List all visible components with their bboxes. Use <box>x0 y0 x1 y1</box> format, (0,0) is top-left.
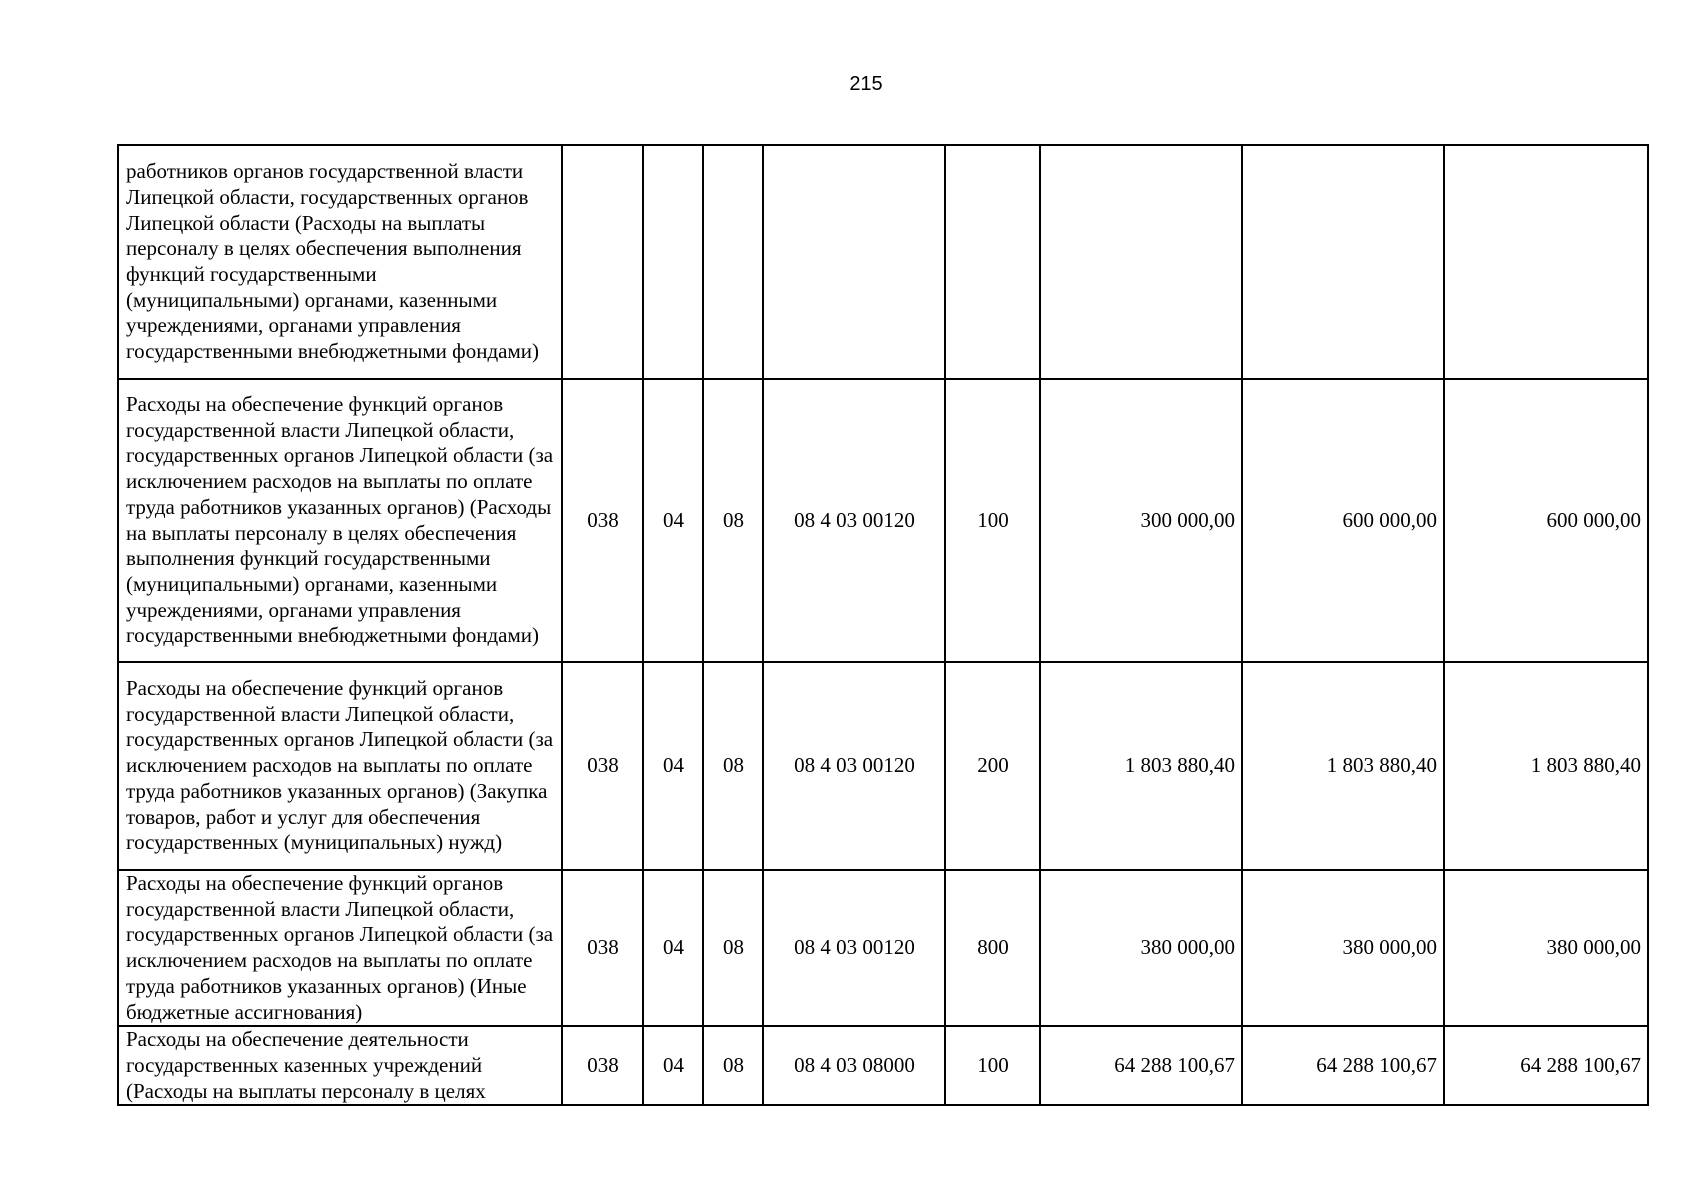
subsection-code: 08 <box>703 870 763 1026</box>
table-row <box>118 379 1648 662</box>
amount-1: 1 803 880,40 <box>1040 662 1242 870</box>
subsection-code: 08 <box>703 662 763 870</box>
target-article-code <box>763 145 945 379</box>
expense-type-code: 100 <box>945 379 1040 662</box>
target-article-code: 08 4 03 00120 <box>763 870 945 1026</box>
section-code: 04 <box>643 662 703 870</box>
subsection-code: 08 <box>703 379 763 662</box>
amount-2: 64 288 100,67 <box>1242 1026 1444 1105</box>
subsection-code <box>703 145 763 379</box>
table-row <box>118 870 1648 1026</box>
amount-2: 380 000,00 <box>1242 870 1444 1026</box>
subsection-code: 08 <box>703 1026 763 1105</box>
target-article-code: 08 4 03 00120 <box>763 379 945 662</box>
target-article-code: 08 4 03 00120 <box>763 662 945 870</box>
section-code: 04 <box>643 379 703 662</box>
row-description: Расходы на обеспечение функций органов государственной власти Липецкой области, государственных органов Липецкой области (за исключением расходов на выплаты по оплате труда работников указанных органов) (Закупка товаров, работ и услуг для обеспечения государственных (муниципальных) нужд) <box>118 662 562 870</box>
expense-type-code <box>945 145 1040 379</box>
ministry-code: 038 <box>562 379 643 662</box>
row-description: Расходы на обеспечение функций органов государственной власти Липецкой области, государственных органов Липецкой области (за исключением расходов на выплаты по оплате труда работников указанных органов) (Расходы на выплаты персоналу в целях обеспечения выполнения функций государственными (муниципальными) органами, казенными учреждениями, органами управления государственными внебюджетными фондами) <box>118 379 562 662</box>
ministry-code: 038 <box>562 662 643 870</box>
amount-2 <box>1242 145 1444 379</box>
amount-3 <box>1444 145 1648 379</box>
row-description: Расходы на обеспечение деятельности государственных казенных учреждений (Расходы на выплаты персоналу в целях <box>118 1026 562 1105</box>
amount-1: 300 000,00 <box>1040 379 1242 662</box>
amount-3: 380 000,00 <box>1444 870 1648 1026</box>
amount-3: 600 000,00 <box>1444 379 1648 662</box>
expense-type-code: 100 <box>945 1026 1040 1105</box>
amount-3: 64 288 100,67 <box>1444 1026 1648 1105</box>
section-code: 04 <box>643 1026 703 1105</box>
section-code <box>643 145 703 379</box>
amount-2: 600 000,00 <box>1242 379 1444 662</box>
budget-table <box>117 144 1649 1106</box>
ministry-code: 038 <box>562 870 643 1026</box>
table-row <box>118 662 1648 870</box>
amount-1 <box>1040 145 1242 379</box>
row-description: Расходы на обеспечение функций органов государственной власти Липецкой области, государственных органов Липецкой области (за исключением расходов на выплаты по оплате труда работников указанных органов) (Иные бюджетные ассигнования) <box>118 870 562 1026</box>
amount-1: 380 000,00 <box>1040 870 1242 1026</box>
amount-1: 64 288 100,67 <box>1040 1026 1242 1105</box>
row-description: работников органов государственной власти Липецкой области, государственных органов Липецкой области (Расходы на выплаты персоналу в целях обеспечения выполнения функций государственными (муниципальными) органами, казенными учреждениями, органами управления государственными внебюджетными фондами) <box>118 145 562 379</box>
expense-type-code: 800 <box>945 870 1040 1026</box>
ministry-code <box>562 145 643 379</box>
ministry-code: 038 <box>562 1026 643 1105</box>
table-row <box>118 1026 1648 1105</box>
amount-2: 1 803 880,40 <box>1242 662 1444 870</box>
target-article-code: 08 4 03 08000 <box>763 1026 945 1105</box>
amount-3: 1 803 880,40 <box>1444 662 1648 870</box>
expense-type-code: 200 <box>945 662 1040 870</box>
table-row <box>118 145 1648 379</box>
section-code: 04 <box>643 870 703 1026</box>
page-number: 215 <box>849 73 883 95</box>
